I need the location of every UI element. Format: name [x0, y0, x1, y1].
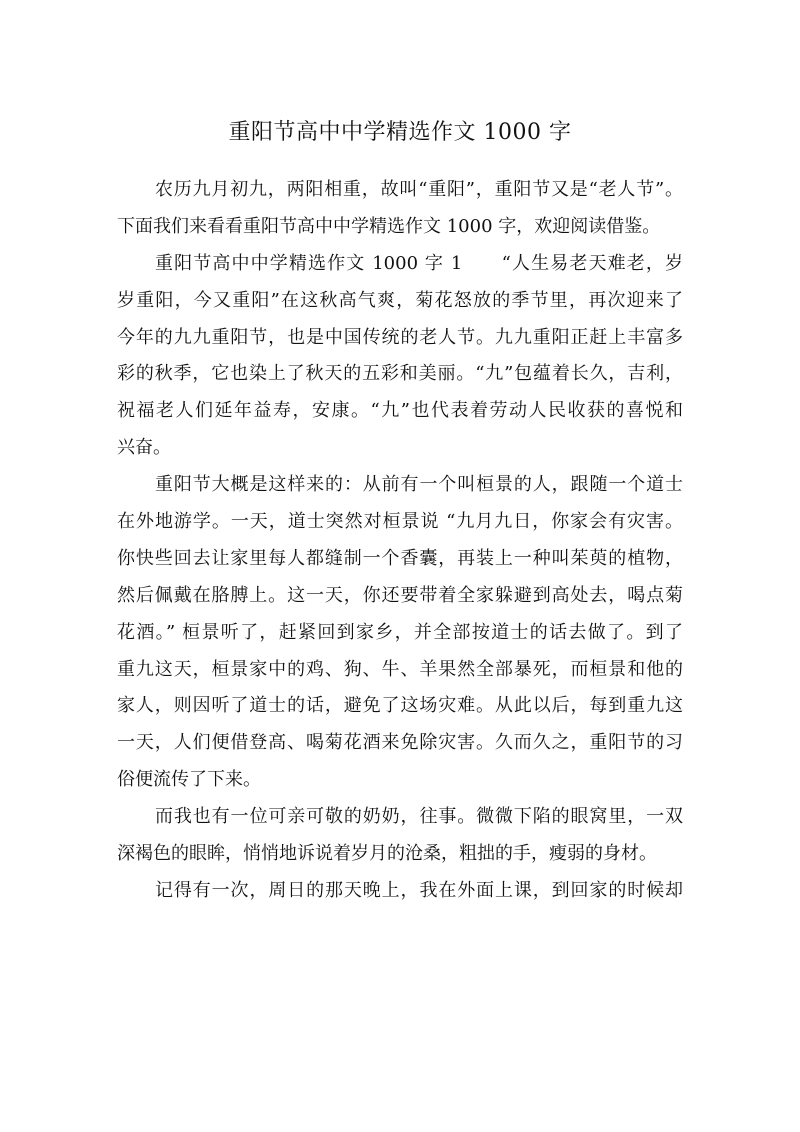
document-title: 重阳节高中中学精选作文 1000 字: [228, 120, 572, 145]
text-line: 重九这天，桓景家中的鸡、狗、牛、羊果然全部暴死，而桓景和他的: [117, 658, 683, 680]
text-line: 家人，则因听了道士的话，避免了这场灾难。从此以后，每到重九这: [117, 695, 683, 717]
text-line: 俗便流传了下来。: [117, 769, 261, 791]
text-line: 岁重阳，今又重阳”在这秋高气爽，菊花怒放的季节里，再次迎来了: [117, 289, 683, 311]
text-line: 花酒。” 桓景听了，赶紧回到家乡，并全部按道士的话去做了。到了: [117, 621, 683, 643]
text-line: 在外地游学。一天，道士突然对桓景说 “九月九日，你家会有灾害。: [117, 511, 683, 533]
text-line: 重阳节大概是这样来的：从前有一个叫桓景的人，跟随一个道士: [155, 474, 683, 496]
text-line: 记得有一次，周日的那天晚上，我在外面上课，到回家的时候却: [155, 879, 683, 901]
text-line: 一天，人们便借登高、喝菊花酒来免除灾害。久而久之，重阳节的习: [117, 732, 683, 754]
text-line: 下面我们来看看重阳节高中中学精选作文 1000 字，欢迎阅读借鉴。: [117, 215, 661, 237]
document-body: [117, 172, 683, 910]
text-line: 农历九月初九，两阳相重，故叫“重阳”，重阳节又是“老人节”。: [155, 179, 683, 200]
text-line: 彩的秋季，它也染上了秋天的五彩和美丽。“九”包蕴着长久，吉利，: [117, 363, 683, 385]
text-line: 祝福老人们延年益寿，安康。“九”也代表着劳动人民收获的喜悦和: [117, 400, 683, 422]
text-line: 兴奋。: [117, 437, 171, 459]
text-line: 重阳节高中中学精选作文 1000 字 1 “人生易老天难老，岁: [155, 252, 683, 274]
text-line: 而我也有一位可亲可敬的奶奶，往事。微微下陷的眼窝里，一双: [155, 806, 683, 828]
text-line: 深褐色的眼眸，悄悄地诉说着岁月的沧桑，粗拙的手，瘦弱的身材。: [117, 843, 657, 865]
text-line: 今年的九九重阳节，也是中国传统的老人节。九九重阳正赶上丰富多: [117, 326, 683, 348]
text-line: 然后佩戴在胳膊上。这一天，你还要带着全家躲避到高处去，喝点菊: [117, 584, 683, 606]
text-line: 你快些回去让家里每人都缝制一个香囊，再装上一种叫茱萸的植物，: [117, 547, 683, 569]
